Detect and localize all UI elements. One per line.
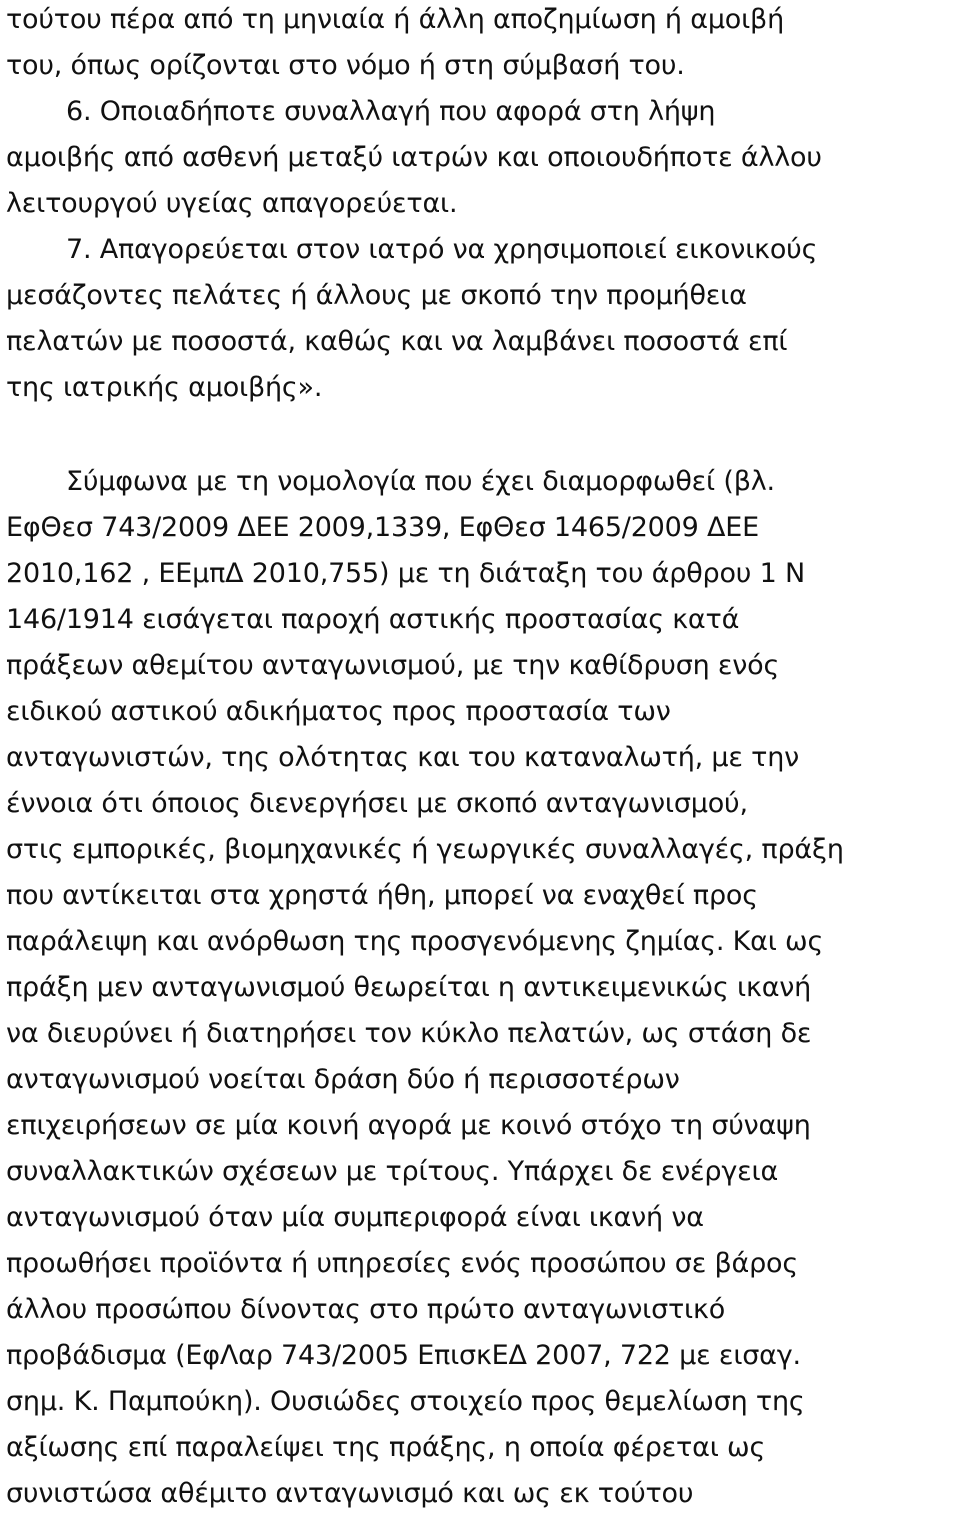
text-line: πελατών με ποσοστά, καθώς και να λαμβάνει ποσοστά επί xyxy=(6,326,788,357)
text-line: πράξη μεν ανταγωνισμού θεωρείται η αντικειμενικώς ικανή xyxy=(6,972,812,1003)
text-line: ανταγωνισμού όταν μία συμπεριφορά είναι ικανή να xyxy=(6,1202,704,1233)
text-line: συναλλακτικών σχέσεων με τρίτους. Υπάρχει δε ενέργεια xyxy=(6,1156,779,1187)
text-line: αξίωσης επί παραλείψει της πράξης, η οποία φέρεται ως xyxy=(6,1432,766,1463)
text-line: ανταγωνισμού νοείται δράση δύο ή περισσοτέρων xyxy=(6,1064,680,1095)
list-item-7: 7. Απαγορεύεται στον ιατρό να χρησιμοποιεί εικονικούς xyxy=(66,234,818,265)
text-line: παράλειψη και ανόρθωση της προσγενόμενης ζημίας. Και ως xyxy=(6,926,824,957)
text-line: επιχειρήσεων σε μία κοινή αγορά με κοινό στόχο τη σύναψη xyxy=(6,1110,811,1141)
text-line: προβάδισμα (ΕφΛαρ 743/2005 ΕπισκΕΔ 2007, 722 με εισαγ. xyxy=(6,1340,801,1371)
text-line: τούτου πέρα από τη μηνιαία ή άλλη αποζημίωση ή αμοιβή xyxy=(6,4,784,35)
text-line: προωθήσει προϊόντα ή υπηρεσίες ενός προσώπου σε βάρος xyxy=(6,1248,799,1279)
text-line: της ιατρικής αμοιβής». xyxy=(6,372,323,403)
text-line: στις εμπορικές, βιομηχανικές ή γεωργικές συναλλαγές, πράξη xyxy=(6,834,844,865)
text-line: ειδικού αστικού αδικήματος προς προστασία των xyxy=(6,696,671,727)
text-line: 2010,162 , ΕΕμπΔ 2010,755) με τη διάταξη του άρθρου 1 Ν xyxy=(6,558,805,589)
text-line: έννοια ότι όποιος διενεργήσει με σκοπό ανταγωνισμού, xyxy=(6,788,748,819)
text-line: να διευρύνει ή διατηρήσει τον κύκλο πελατών, ως στάση δε xyxy=(6,1018,812,1049)
text-line: μεσάζοντες πελάτες ή άλλους με σκοπό την προμήθεια xyxy=(6,280,747,311)
text-line: πράξεων αθεμίτου ανταγωνισμού, με την καθίδρυση ενός xyxy=(6,650,780,681)
text-line: λειτουργού υγείας απαγορεύεται. xyxy=(6,188,458,219)
text-line: ανταγωνιστών, της ολότητας και του καταναλωτή, με την xyxy=(6,742,800,773)
text-line: αμοιβής από ασθενή μεταξύ ιατρών και οποιουδήποτε άλλου xyxy=(6,142,822,173)
paragraph-start: Σύμφωνα με τη νομολογία που έχει διαμορφωθεί (βλ. xyxy=(66,466,775,497)
text-line: ΕφΘεσ 743/2009 ΔΕΕ 2009,1339, ΕφΘεσ 1465/2009 ΔΕΕ xyxy=(6,512,759,543)
text-line: 146/1914 εισάγεται παροχή αστικής προστασίας κατά xyxy=(6,604,740,635)
text-line: συνιστώσα αθέμιτο ανταγωνισμό και ως εκ τούτου xyxy=(6,1478,694,1509)
text-line: άλλου προσώπου δίνοντας στο πρώτο ανταγωνιστικό xyxy=(6,1294,726,1325)
text-line: του, όπως ορίζονται στο νόμο ή στη σύμβασή του. xyxy=(6,50,685,81)
text-line: σημ. Κ. Παμπούκη). Ουσιώδες στοιχείο προς θεμελίωση της xyxy=(6,1386,805,1417)
list-item-6: 6. Οποιαδήποτε συναλλαγή που αφορά στη λήψη xyxy=(66,96,716,127)
text-line: που αντίκειται στα χρηστά ήθη, μπορεί να εναχθεί προς xyxy=(6,880,758,911)
